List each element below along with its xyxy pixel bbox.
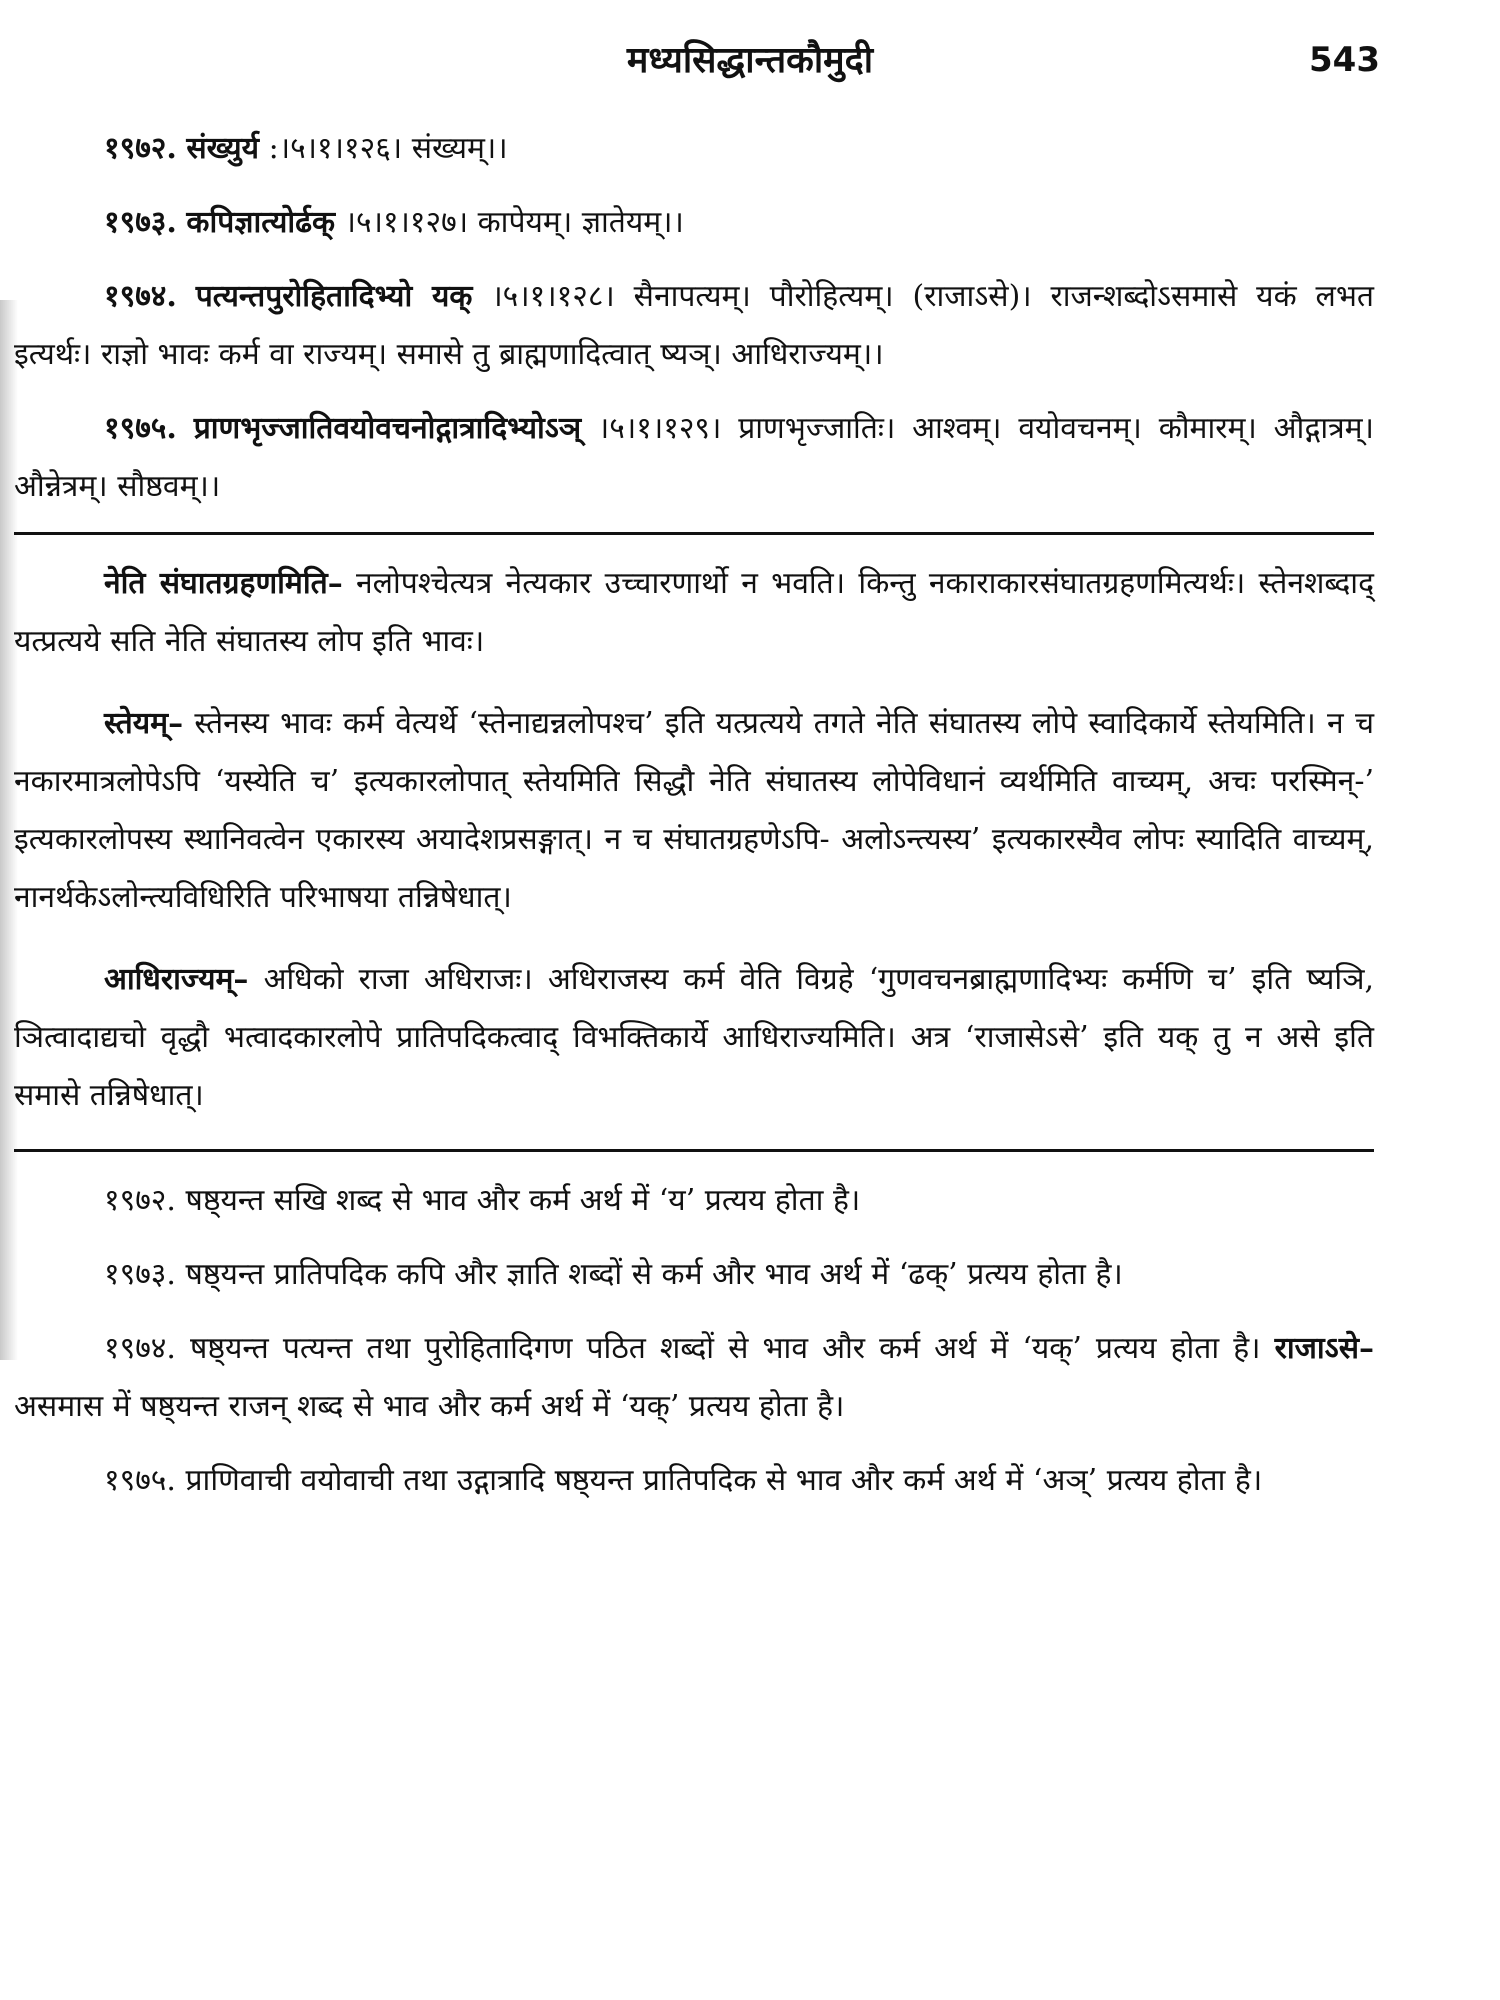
commentary-text: अधिको राजा अधिराजः। अधिराजस्य कर्म वेति विग्रहे ‘गुणवचनब्राह्मणादिभ्यः कर्मणि च’ इति ष्यञि, ञित्वादाद्यचो वृद्धौ भत्वादकारलोपे प्रातिपदिकत्वाद् विभक्तिकार्ये आधिराज्यमिति। अत्र ‘राजासेऽसे’ इति यक् तु न असे इति समासे तन्निषेधात्। [14,962,1374,1113]
sutra-text: कापेयम्। ज्ञातेयम्।। [477,205,684,240]
hindi-translation-section [14,1172,1374,1510]
sutra-reference: ।५।१।१२७। [344,205,469,240]
page-number: 543 [1309,40,1380,80]
hindi-1972 [14,1172,1374,1230]
sutra-1973 [14,194,1374,252]
sutra-rule: कपिज्ञात्योर्ढक् [186,205,336,240]
hindi-text: षष्ठ्यन्त प्रातिपदिक कपि और ज्ञाति शब्दों से कर्म और भाव अर्थ में ‘ढक्’ प्रत्यय होता है। [185,1257,1123,1292]
page-content [14,120,1374,1526]
sutra-reference: :।५।१।१२६। [268,131,403,166]
commentary-neti [14,555,1374,671]
sutra-section [14,120,1374,516]
sutra-text: संख्यम्।। [411,131,508,166]
sutra-reference: ।५।१।१२८। [491,279,615,314]
commentary-text: स्तेनस्य भावः कर्म वेत्यर्थे ‘स्तेनाद्यन्नलोपश्च’ इति यत्प्रत्यये तगते नेति संघातस्य लोपे स्वादिकार्ये स्तेयमिति। न च नकारमात्रलोपेऽपि ‘यस्येति च’ इत्यकारलोपात् स्तेयमिति सिद्धौ नेति संघातस्य लोपेविधानं व्यर्थमिति वाच्यम्, अचः परस्मिन्-’ इत्यकारलोपस्य स्थानिवत्वेन एकारस्य अयादेशप्रसङ्गात्। न च संघातग्रहणेऽपि- अलोऽन्त्यस्य’ इत्यकारस्यैव लोपः स्यादिति वाच्यम्, नानर्थकेऽलोन्त्यविधिरिति परिभाषया तन्निषेधात्। [14,706,1374,915]
commentary-section [14,555,1374,1125]
running-title: मध्यसिद्धान्तकौमुदी [626,39,874,81]
hindi-number: १९७३. [104,1257,176,1292]
commentary-term: नेति संघातग्रहणमिति– [104,566,343,601]
section-divider [14,1149,1374,1152]
hindi-1975 [14,1452,1374,1510]
hindi-1973 [14,1246,1374,1304]
commentary-adhirajyam [14,951,1374,1125]
hindi-1974 [14,1320,1374,1436]
hindi-text: षष्ठ्यन्त सखि शब्द से भाव और कर्म अर्थ में ‘य’ प्रत्यय होता है। [185,1183,861,1218]
sutra-number: १९७५. [104,411,177,446]
sutra-number: १९७२. [104,131,177,166]
sutra-number: १९७४. [104,279,177,314]
commentary-term: आधिराज्यम्– [104,962,249,997]
sutra-1974 [14,268,1374,384]
sutra-text: सैनापत्यम्। पौरोहित्यम्। (राजाऽसे)। राजन्शब्दोऽसमासे यकं लभत इत्यर्थः। राज्ञो भावः कर्म वा राज्यम्। समासे तु ब्राह्मणादित्वात् ष्यञ्। आधिराज्यम्।। [14,279,1375,372]
sutra-text: प्राणभृज्जातिः। आश्वम्। वयोवचनम्। कौमारम्। औद्गात्रम्। औन्नेत्रम्। सौष्ठवम्।। [14,411,1374,504]
sutra-rule: प्राणभृज्जातिवयोवचनोद्गात्रादिभ्योऽञ् [193,411,582,446]
sutra-number: १९७३. [104,205,177,240]
hindi-number: १९७२. [104,1183,176,1218]
sutra-1975 [14,400,1374,516]
sutra-rule: संख्युर्य [186,131,260,166]
hindi-text: प्राणिवाची वयोवाची तथा उद्गात्रादि षष्ठ्यन्त प्रातिपदिक से भाव और कर्म अर्थ में ‘अञ्’ प्रत्यय होता है। [185,1463,1263,1498]
sutra-1972 [14,120,1374,178]
sutra-rule: पत्यन्तपुरोहितादिभ्यो यक् [195,279,473,314]
hindi-number: १९७४. [104,1331,176,1366]
page-header [0,30,1500,90]
commentary-steyam [14,695,1374,927]
hindi-number: १९७५. [104,1463,176,1498]
commentary-text: नलोपश्चेत्यत्र नेत्यकार उच्चारणार्थो न भवति। किन्तु नकाराकारसंघातग्रहणमित्यर्थः। स्तेनशब्दाद् यत्प्रत्यये सति नेति संघातस्य लोप इति भावः। [14,566,1374,659]
hindi-text: षष्ठ्यन्त पत्यन्त तथा पुरोहितादिगण पठित शब्दों से भाव और कर्म अर्थ में ‘यक्’ प्रत्यय होता है। [190,1331,1261,1366]
section-divider [14,532,1374,535]
hindi-text: असमास में षष्ठ्यन्त राजन् शब्द से भाव और कर्म अर्थ में ‘यक्’ प्रत्यय होता है। [14,1389,845,1424]
sutra-reference: ।५।१।१२९। [597,411,722,446]
hindi-term: राजाऽसे– [1274,1331,1374,1366]
commentary-term: स्तेयम्– [104,706,184,741]
